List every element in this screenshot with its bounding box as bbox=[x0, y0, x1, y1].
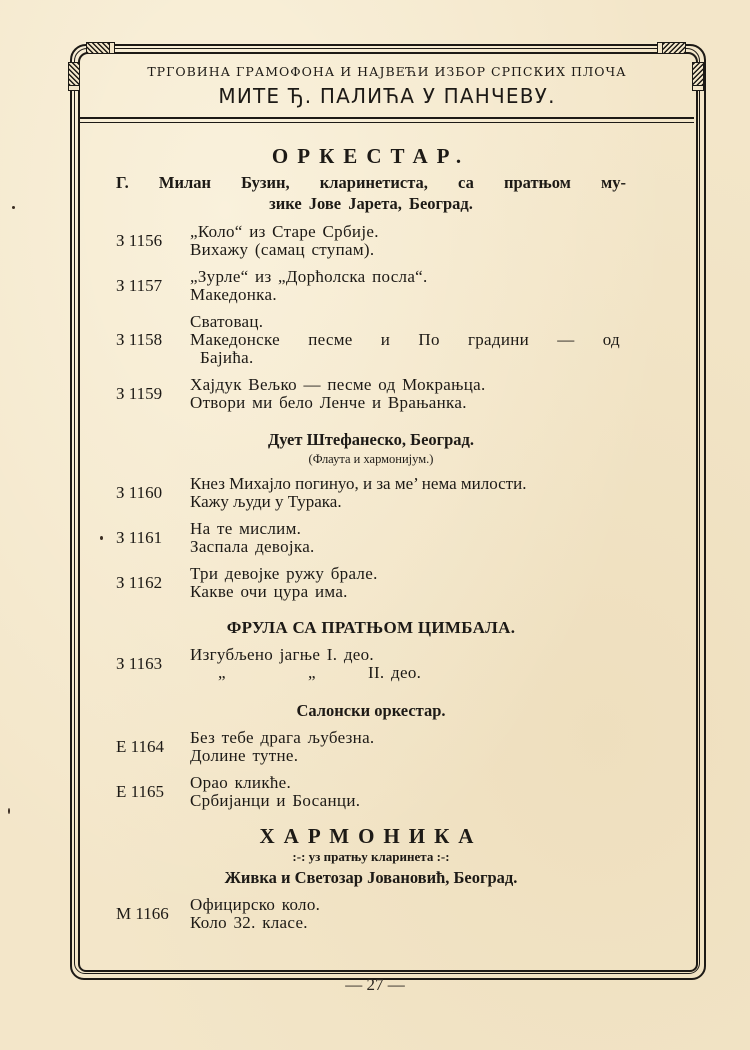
record-code: З 1157 bbox=[116, 276, 163, 295]
section-title: Салонски оркестар. bbox=[296, 701, 446, 720]
section-performer bbox=[116, 172, 626, 214]
record-titles bbox=[190, 774, 360, 810]
record-title: Заспала девојка. bbox=[190, 537, 315, 556]
corner-ornament-hatch-icon bbox=[86, 42, 110, 54]
record-entry bbox=[116, 729, 626, 765]
section-accordion bbox=[116, 824, 626, 932]
shop-name: МИТЕ Ђ. ПАЛИЋА У ПАНЧЕВУ. bbox=[218, 84, 556, 108]
header-divider bbox=[80, 122, 694, 123]
record-entry bbox=[116, 646, 626, 682]
record-title: Орао кликће. bbox=[190, 773, 292, 792]
record-titles bbox=[190, 223, 379, 259]
record-code: Е 1164 bbox=[116, 737, 165, 756]
corner-ornament-band-icon bbox=[68, 85, 80, 91]
record-entry bbox=[116, 520, 626, 556]
record-titles bbox=[190, 475, 526, 511]
record-title-ditto bbox=[190, 664, 421, 682]
record-title: „Зурле“ из „Дорћолска посла“. bbox=[190, 267, 428, 286]
record-code: З 1160 bbox=[116, 483, 163, 502]
record-title: Три девојке ружу брале. bbox=[190, 564, 378, 583]
record-titles bbox=[190, 565, 378, 601]
section-performer: Живка и Светозар Јовановић, Београд. bbox=[224, 868, 518, 887]
section-orchestra bbox=[116, 144, 626, 412]
record-titles bbox=[190, 729, 374, 765]
record-title: Сватовац. bbox=[190, 312, 264, 331]
record-title: Без тебе драга љубезна. bbox=[190, 728, 375, 747]
record-entry bbox=[116, 376, 626, 412]
corner-ornament-hatch-icon bbox=[68, 62, 80, 86]
section-title: ФРУЛА СА ПРАТЊОМ ЦИМБАЛА. bbox=[226, 618, 516, 637]
record-code: Е 1165 bbox=[116, 782, 165, 801]
record-titles bbox=[190, 313, 620, 367]
page-number: — 27 — bbox=[345, 975, 405, 994]
record-title: II. део. bbox=[368, 663, 422, 682]
section-title: ХАРМОНИКА bbox=[259, 824, 483, 848]
paper-speck bbox=[8, 808, 10, 814]
performer-line: зике Јове Јарета, Београд. bbox=[269, 194, 473, 213]
record-entry bbox=[116, 565, 626, 601]
record-title: Кажу људи у Турака. bbox=[190, 492, 342, 511]
record-code: З 1163 bbox=[116, 654, 163, 673]
record-title: Отвори ми бело Ленче и Врањанка. bbox=[190, 393, 467, 412]
record-title: „Коло“ из Старе Србије. bbox=[190, 222, 379, 241]
corner-ornament-band-icon bbox=[657, 42, 663, 54]
corner-ornament-band-icon bbox=[109, 42, 115, 54]
record-entry bbox=[116, 268, 626, 304]
record-titles bbox=[190, 376, 486, 412]
section-note: :-: уз пратњу кларинета :-: bbox=[292, 849, 450, 864]
record-entry bbox=[116, 896, 626, 932]
record-entry bbox=[116, 774, 626, 810]
record-title: Официрско коло. bbox=[190, 895, 321, 914]
section-duet bbox=[116, 429, 626, 601]
record-code: З 1158 bbox=[116, 330, 163, 349]
record-listing bbox=[116, 140, 626, 932]
record-entry bbox=[116, 313, 626, 367]
section-title: Дует Штефанеско, Београд. bbox=[267, 430, 475, 449]
section-note: (Флаута и хармонијум.) bbox=[308, 452, 434, 466]
record-code: З 1162 bbox=[116, 573, 163, 592]
shop-tagline: ТРГОВИНА ГРАМОФОНА И НАЈВЕЋИ ИЗБОР СРПСКИХ ПЛОЧА bbox=[147, 64, 627, 79]
section-salon-orchestra bbox=[116, 700, 626, 810]
section-flute bbox=[116, 618, 626, 682]
record-titles bbox=[190, 268, 428, 304]
record-title: Бајића. bbox=[200, 348, 254, 367]
record-title: Коло 32. класе. bbox=[190, 913, 308, 932]
record-title: На те мислим. bbox=[190, 519, 302, 538]
record-title: Изгубљено јагње I. део. bbox=[190, 645, 374, 664]
record-title: Македонске песме и По градини — од bbox=[190, 330, 620, 349]
record-titles bbox=[190, 520, 315, 556]
ditto-mark: „ bbox=[218, 663, 226, 682]
record-titles bbox=[190, 646, 421, 682]
record-title: Долине тутне. bbox=[190, 746, 299, 765]
record-code: З 1159 bbox=[116, 384, 163, 403]
section-title: ОРКЕСТАР. bbox=[271, 144, 471, 168]
record-code: З 1161 bbox=[116, 528, 163, 547]
record-title: Македонка. bbox=[190, 285, 277, 304]
record-title: Хајдук Вељко — песме од Мокрањца. bbox=[190, 375, 486, 394]
corner-ornament-hatch-icon bbox=[662, 42, 686, 54]
record-entry bbox=[116, 223, 626, 259]
record-title: Србијанци и Босанци. bbox=[190, 791, 361, 810]
performer-line: Г. Милан Бузин, кларинетиста, са пратњом му- bbox=[116, 173, 626, 192]
record-code: З 1156 bbox=[116, 231, 163, 250]
record-title: Вихажу (самац ступам). bbox=[190, 240, 375, 259]
record-titles bbox=[190, 896, 320, 932]
ditto-mark: „ bbox=[308, 663, 316, 682]
record-title: Кнез Михајло погинуо, и за ме’ нема милости. bbox=[190, 474, 527, 493]
record-entry bbox=[116, 475, 626, 511]
record-title: Какве очи цура има. bbox=[190, 582, 348, 601]
header-divider bbox=[80, 117, 694, 119]
record-code: М 1166 bbox=[116, 904, 169, 923]
paper-speck bbox=[12, 206, 15, 209]
paper-speck bbox=[100, 536, 103, 540]
